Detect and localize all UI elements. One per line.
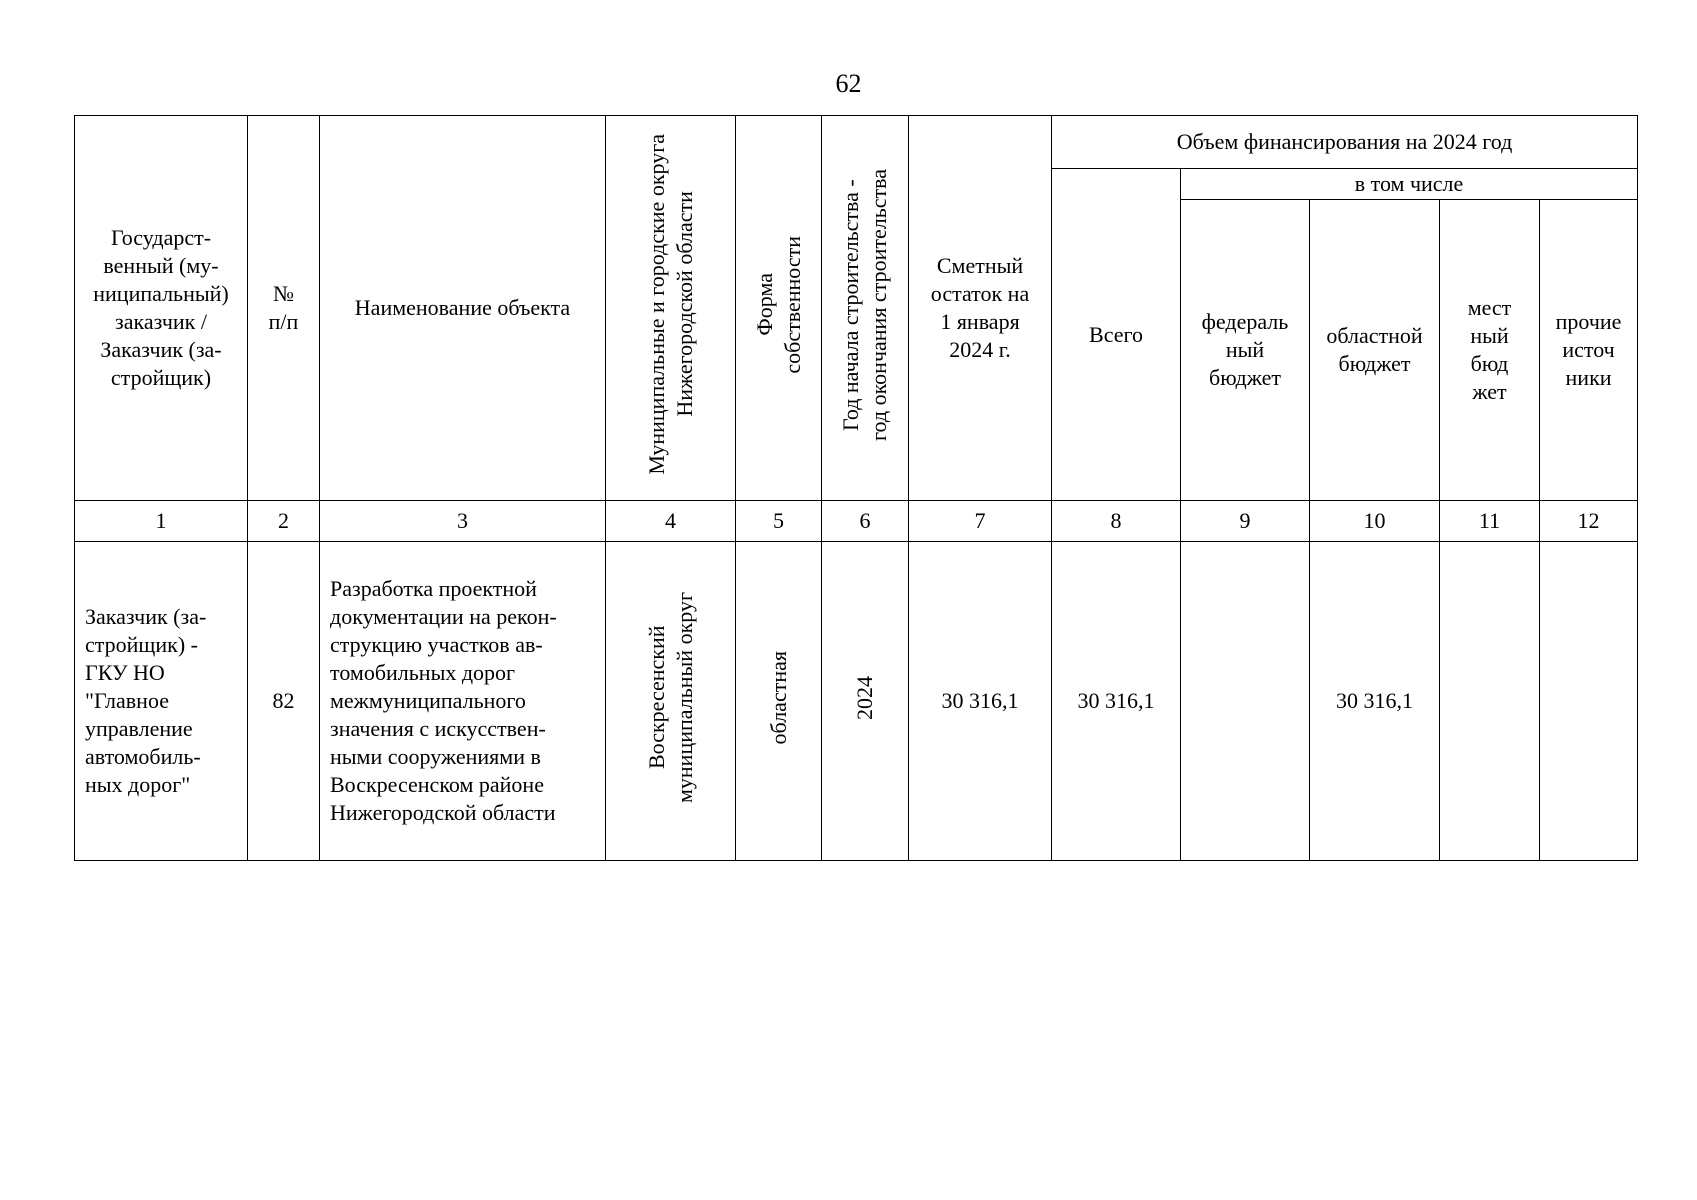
column-number: 4 — [606, 501, 736, 542]
header-years — [822, 116, 909, 501]
column-number: 3 — [320, 501, 606, 542]
header-ownership-text: Форма собственности — [751, 235, 805, 374]
header-ownership — [736, 116, 822, 501]
column-number: 5 — [736, 501, 822, 542]
header-municipality — [606, 116, 736, 501]
cell-total: 30 316,1 — [1052, 542, 1181, 861]
cell-object-name-text: Разработка проектной документации на рекон- струкцию участков ав- томобильных дорог межмуниципального значения с искусствен- ными сооружениями в Воскресенском районе Нижегородской области — [330, 576, 557, 825]
cell-customer-text: Заказчик (за- стройщик) - ГКУ НО "Главное управление автомобиль- ных дорог" — [85, 604, 207, 797]
header-estimated-balance — [909, 116, 1052, 501]
header-other-text: прочие источ ники — [1555, 309, 1622, 390]
column-numbers-row — [75, 501, 1638, 542]
header-including-text: в том числе — [1354, 171, 1464, 196]
cell-years-text: 2024 — [852, 675, 877, 720]
cell-num: 82 — [248, 542, 320, 861]
header-total — [1052, 169, 1181, 501]
header-including — [1181, 169, 1638, 200]
cell-object-name — [320, 542, 606, 861]
column-number: 8 — [1052, 501, 1181, 542]
column-number: 9 — [1181, 501, 1310, 542]
cell-years — [822, 542, 909, 861]
column-number: 7 — [909, 501, 1052, 542]
cell-local — [1440, 542, 1540, 861]
header-customer — [75, 116, 248, 501]
header-regional — [1310, 200, 1440, 501]
cell-estimated-balance: 30 316,1 — [909, 542, 1052, 861]
column-number: 6 — [822, 501, 909, 542]
cell-regional: 30 316,1 — [1310, 542, 1440, 861]
header-estimated-balance-text: Сметный остаток на 1 января 2024 г. — [930, 253, 1030, 362]
header-local — [1440, 200, 1540, 501]
cell-ownership-text: областная — [765, 650, 791, 745]
cell-customer — [75, 542, 248, 861]
cell-other — [1540, 542, 1638, 861]
financing-table — [74, 115, 1638, 861]
column-number: 11 — [1440, 501, 1540, 542]
column-number: 12 — [1540, 501, 1638, 542]
header-num-text: № п/п — [268, 281, 299, 334]
cell-municipality — [606, 542, 736, 861]
header-customer-text: Государст- венный (му- ниципальный) заказчик / Заказчик (за- стройщик) — [93, 225, 229, 390]
header-federal — [1181, 200, 1310, 501]
column-number: 1 — [75, 501, 248, 542]
page-number: 62 — [835, 69, 862, 98]
header-local-text: мест ный бюд жет — [1467, 295, 1512, 404]
header-other — [1540, 200, 1638, 501]
header-financing-group-text: Объем финансирования на 2024 год — [1176, 129, 1513, 154]
cell-municipality-text: Воскресенский муниципальный округ — [643, 591, 697, 803]
cell-ownership — [736, 542, 822, 861]
column-number: 10 — [1310, 501, 1440, 542]
header-total-text: Всего — [1089, 321, 1143, 347]
header-regional-text: областной бюджет — [1326, 323, 1423, 376]
header-federal-text: федераль ный бюджет — [1201, 309, 1289, 390]
header-object-name-text: Наименование объекта — [354, 295, 571, 320]
cell-federal — [1181, 542, 1310, 861]
column-number: 2 — [248, 501, 320, 542]
table-row — [75, 542, 1638, 861]
header-num — [248, 116, 320, 501]
header-row-1 — [75, 116, 1638, 169]
header-municipality-text: Муниципальные и городские округа Нижегородской области — [643, 134, 697, 475]
header-years-text: Год начала строительства - год окончания строительства — [838, 168, 891, 441]
header-financing-group — [1052, 116, 1638, 169]
header-object-name — [320, 116, 606, 501]
